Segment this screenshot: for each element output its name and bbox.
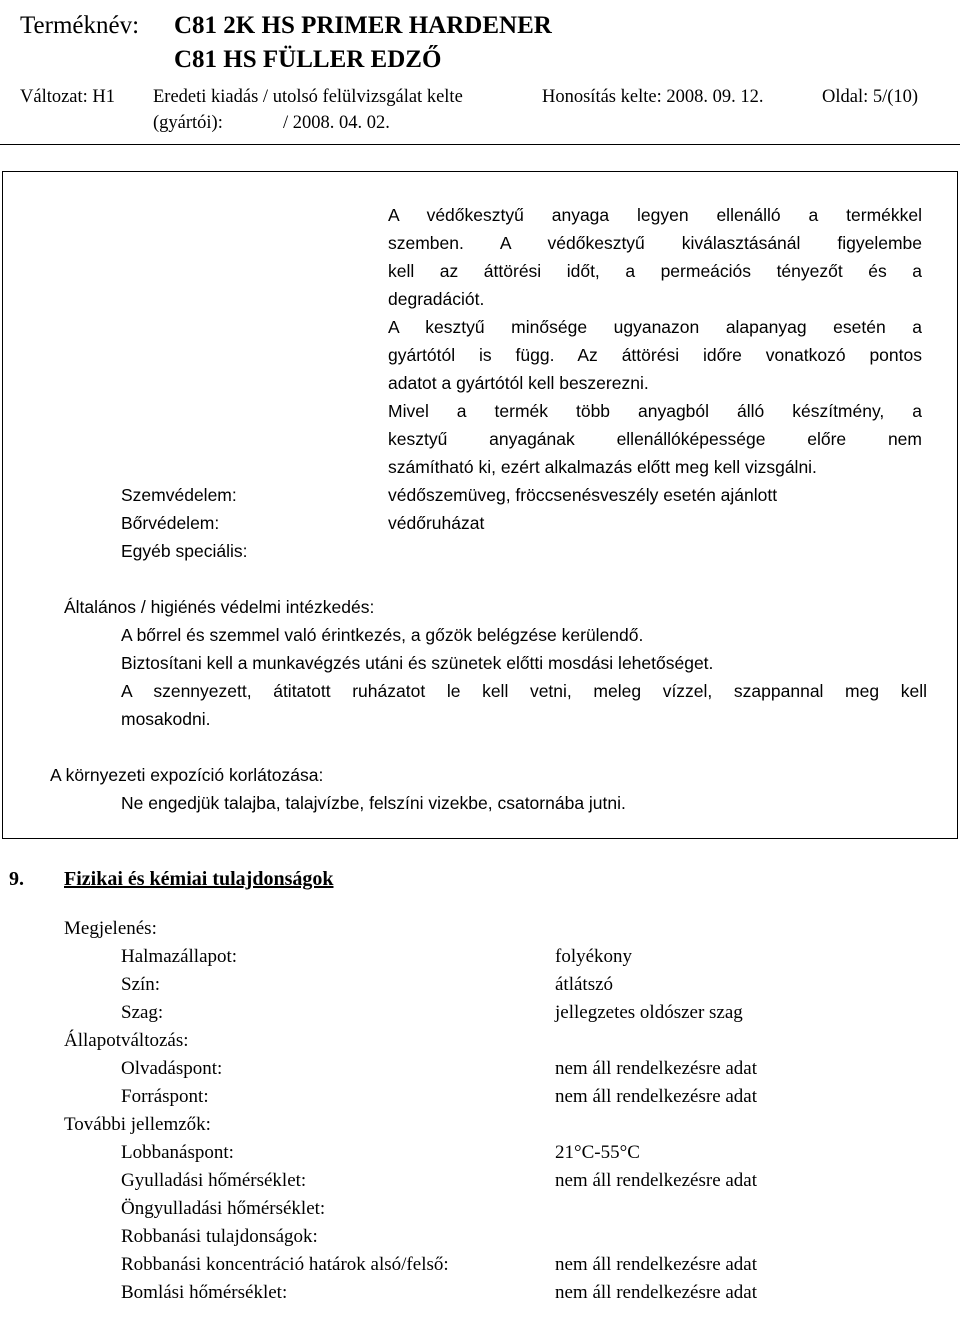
glove-line: adatot a gyártótól kell beszerezni.: [388, 373, 649, 393]
odor-label: Szag:: [121, 1002, 164, 1023]
further-heading: További jellemzők:: [64, 1114, 211, 1135]
product-name-label: Terméknév:: [20, 12, 140, 39]
autoignition-label: Öngyulladási hőmérséklet:: [121, 1198, 326, 1219]
decomposition-label: Bomlási hőmérséklet:: [121, 1282, 288, 1303]
section-number: 9.: [9, 868, 24, 890]
decomposition-value: nem áll rendelkezésre adat: [555, 1282, 758, 1303]
melting-label: Olvadáspont:: [121, 1058, 223, 1079]
version-label: Változat: H1: [20, 87, 116, 107]
box-left-border: [2, 171, 3, 838]
eye-protection-label: Szemvédelem:: [121, 485, 237, 505]
environment-line: Ne engedjük talajba, talajvízbe, felszíni vizekbe, csatornába jutni.: [121, 793, 626, 813]
explosion-limits-value: nem áll rendelkezésre adat: [555, 1254, 758, 1275]
product-name-line-1: C81 2K HS PRIMER HARDENER: [174, 12, 552, 39]
boiling-label: Forráspont:: [121, 1086, 209, 1107]
glove-line: szemben. A védőkesztyű kiválasztásánál figyelembe: [388, 233, 922, 253]
section-title: Fizikai és kémiai tulajdonságok: [64, 868, 334, 890]
original-issue-date: / 2008. 04. 02.: [283, 113, 390, 133]
state-value: folyékony: [555, 946, 633, 967]
glove-line: számítható ki, ezért alkalmazás előtt meg kell vizsgálni.: [388, 457, 817, 477]
box-bottom-border: [2, 838, 958, 839]
glove-line: degradációt.: [388, 289, 485, 309]
hygiene-line-1: A bőrrel és szemmel való érintkezés, a gőzök belégzése kerülendő.: [121, 625, 644, 645]
state-change-heading: Állapotváltozás:: [64, 1030, 189, 1051]
eye-protection-value: védőszemüveg, fröccsenésveszély esetén ajánlott: [388, 485, 778, 505]
melting-value: nem áll rendelkezésre adat: [555, 1058, 758, 1079]
hygiene-line-2: Biztosítani kell a munkavégzés utáni és szünetek előtti mosdási lehetőséget.: [121, 653, 714, 673]
skin-protection-value: védőruházat: [388, 513, 485, 533]
header-divider: [0, 144, 960, 145]
boiling-value: nem áll rendelkezésre adat: [555, 1086, 758, 1107]
skin-protection-label: Bőrvédelem:: [121, 513, 220, 533]
box-top-border: [2, 171, 958, 172]
glove-line: kell az áttörési időt, a permeációs tényezőt és a: [388, 261, 922, 281]
glove-line: A védőkesztyű anyaga legyen ellenálló a termékkel: [388, 205, 922, 225]
environment-heading: A környezeti expozíció korlátozása:: [50, 765, 324, 785]
explosive-properties-label: Robbanási tulajdonságok:: [121, 1226, 318, 1247]
explosion-limits-label: Robbanási koncentráció határok alsó/felső:: [121, 1254, 449, 1275]
glove-line: Mivel a termék több anyagból álló készítmény, a: [388, 401, 922, 421]
appearance-heading: Megjelenés:: [64, 918, 157, 939]
hygiene-line-3b: mosakodni.: [121, 709, 211, 729]
glove-line: A kesztyű minősége ugyanazon alapanyag esetén a: [388, 317, 922, 337]
hygiene-line-3: A szennyezett, átitatott ruházatot le kell vetni, meleg vízzel, szappannal meg kell: [121, 681, 927, 701]
original-issue-label: Eredeti kiadás / utolsó felülvizsgálat kelte: [153, 87, 463, 107]
page-number: Oldal: 5/(10): [822, 87, 919, 107]
ignition-value: nem áll rendelkezésre adat: [555, 1170, 758, 1191]
box-right-border: [957, 171, 958, 838]
odor-value: jellegzetes oldószer szag: [555, 1002, 743, 1023]
color-value: átlátszó: [555, 974, 614, 995]
color-label: Szín:: [121, 974, 161, 995]
hygiene-heading: Általános / higiénés védelmi intézkedés:: [64, 597, 375, 617]
glove-line: gyártótól is függ. Az áttörési időre vonatkozó pontos: [388, 345, 922, 365]
flash-point-value: 21°C-55°C: [555, 1142, 640, 1163]
product-name-line-2: C81 HS FÜLLER EDZŐ: [174, 46, 442, 73]
original-issue-label-2: (gyártói):: [153, 113, 223, 133]
state-label: Halmazállapot:: [121, 946, 238, 967]
localization-date: Honosítás kelte: 2008. 09. 12.: [542, 87, 764, 107]
other-protection-label: Egyéb speciális:: [121, 541, 248, 561]
glove-line: kesztyű anyagának ellenállóképessége előre nem: [388, 429, 922, 449]
ignition-label: Gyulladási hőmérséklet:: [121, 1170, 307, 1191]
flash-point-label: Lobbanáspont:: [121, 1142, 234, 1163]
